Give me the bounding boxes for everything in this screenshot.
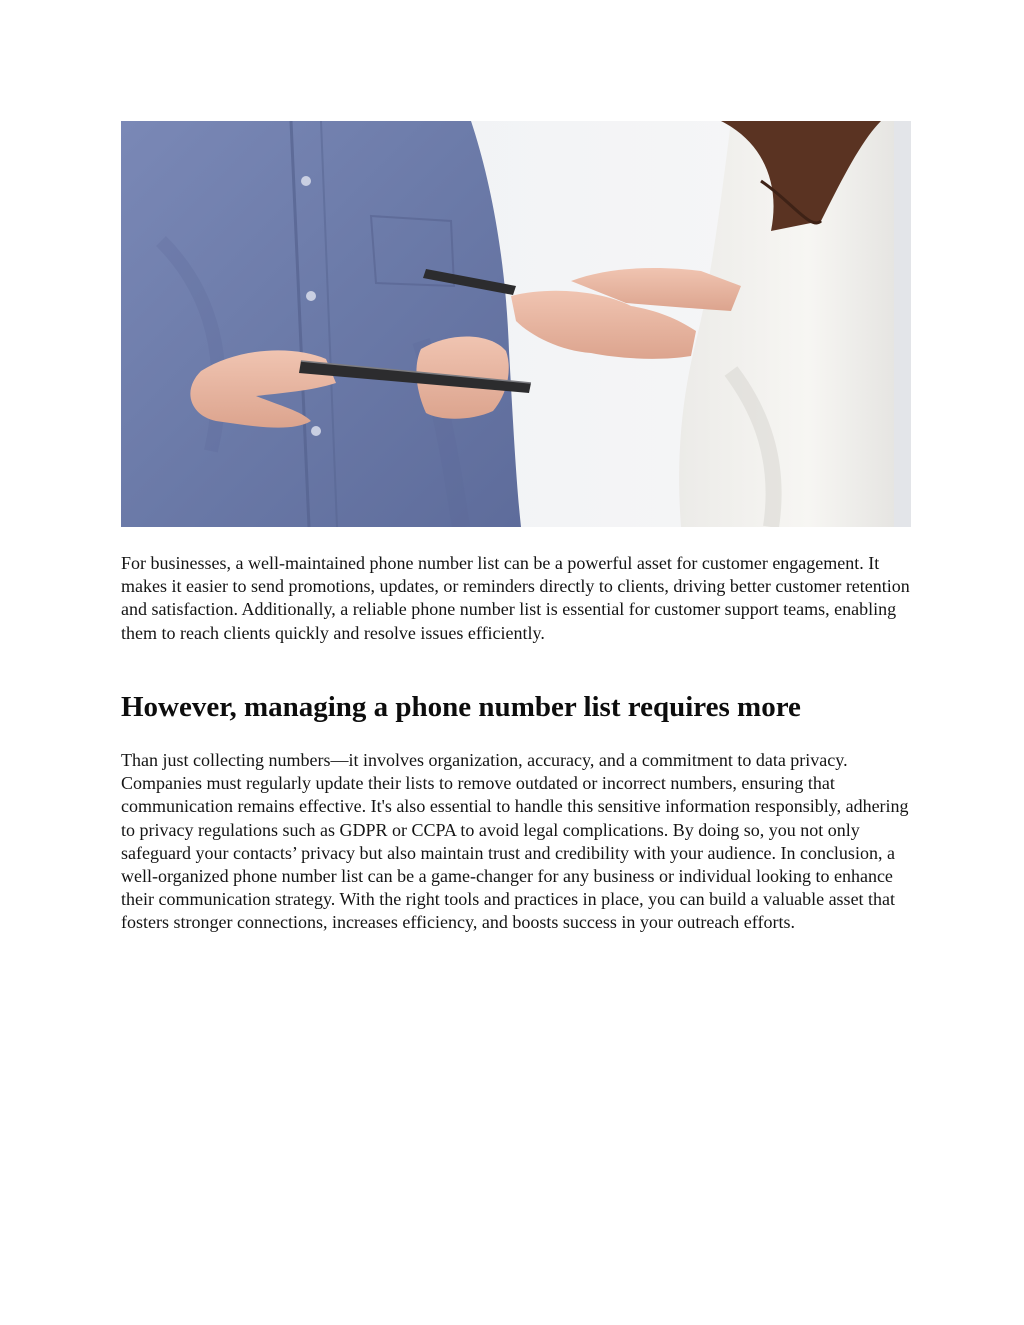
- shirt-button: [311, 426, 321, 436]
- man-blue-shirt: [121, 121, 521, 527]
- body-paragraph: Than just collecting numbers—it involves organization, accuracy, and a commitment to data privacy. Companies must regularly update their lists to remove outdated or incorrect numbers, ensuring that communication remains effective. It's also essential to handle this sensitive information responsibly, adhering to privacy regulations such as GDPR or CCPA to avoid legal complications. By doing so, you not only safeguard your contacts’ privacy but also maintain trust and credibility with your audience. In conclusion, a well-organized phone number list can be a game-changer for any business or individual looking to enhance their communication strategy. With the right tools and practices in place, you can build a valuable asset that fosters stronger connections, increases efficiency, and boosts success in your outreach efforts.: [121, 750, 909, 933]
- photo-edge-strip: [894, 121, 911, 527]
- intro-paragraph: For businesses, a well-maintained phone number list can be a powerful asset for customer engagement. It makes it easier to send promotions, updates, or reminders directly to clients, driving better customer retention and satisfaction. Additionally, a reliable phone number list is essential for customer support teams, enabling them to reach clients quickly and resolve issues efficiently.: [121, 553, 910, 643]
- article-photo: [121, 121, 911, 527]
- shirt-button: [301, 176, 311, 186]
- photo-illustration: [121, 121, 911, 527]
- section-heading: However, managing a phone number list requires more: [121, 691, 801, 723]
- shirt-button: [306, 291, 316, 301]
